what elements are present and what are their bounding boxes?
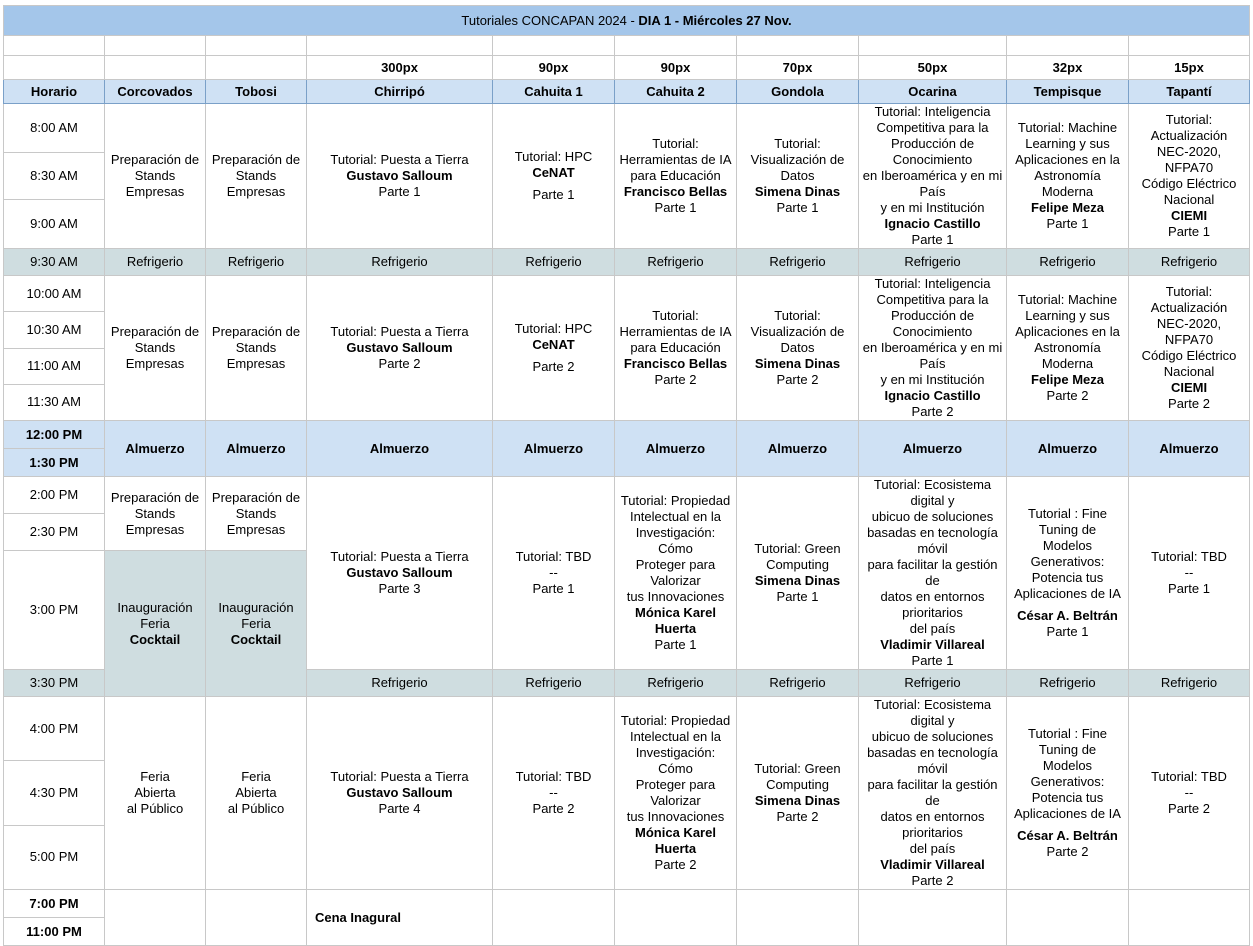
session-title-line: Proteger para Valorizar [635,557,716,588]
session-cahuita2-pm-part-1[interactable] [615,477,737,670]
session-title: Tutorial: HPC [514,321,593,336]
break-cell[interactable]: Refrigerio [615,249,737,276]
session-part: Parte 1 [532,581,575,596]
session-part: Parte 2 [1168,396,1210,411]
session-title-line: Tutorial: Machine [1017,120,1118,135]
session-title-line: Tutorial: Ecosistema digital y [873,477,992,508]
inauguracion-line: Feria [140,615,170,631]
session-part: Parte 1 [1046,624,1089,639]
session-dash: -- [549,785,558,800]
session-title-line: y en mi Institución [880,372,985,387]
time-cell[interactable]: 4:00 PM [4,697,105,761]
session-title-line: basadas en tecnología móvil [867,745,998,776]
capacity-ocarina[interactable]: 50px [859,56,1007,80]
session-speaker: Francisco Bellas [623,184,728,199]
header-horario[interactable]: Horario [4,80,105,104]
session-speaker: Ignacio Castillo [884,388,981,403]
stands-cell[interactable] [105,104,206,249]
session-speaker: Simena Dinas [754,573,841,588]
session-speaker: Vladimir Villareal [880,857,985,872]
session-title-line: tus Innovaciones [626,809,725,824]
session-tempisque-pm-part-2[interactable] [1007,697,1129,890]
session-tapanti-pm-part-1[interactable] [1129,477,1250,670]
session-title-line: Investigación: Cómo [635,745,716,776]
session-speaker: Simena Dinas [754,356,841,371]
feria-line: Feria [140,769,170,784]
session-title-line: Learning y sus [1025,136,1110,151]
inauguracion-line: Cocktail [230,631,282,647]
session-speaker: César A. Beltrán [1017,828,1118,843]
session-ocarina-part-1[interactable] [859,104,1007,249]
session-title-line: en Iberoamérica y en mi País [862,340,1003,371]
sheet-title [4,6,1250,36]
session-title-line: NEC-2020, NFPA70 [1156,144,1222,175]
session-title-line: Proteger para Valorizar [635,777,716,808]
session-part: Parte 3 [378,581,421,596]
time-cell[interactable]: 12:00 PM [4,421,105,449]
session-title-line: Tutorial: Inteligencia [874,276,991,291]
break-cell[interactable]: Refrigerio [493,249,615,276]
session-title-line: Tutorial: [652,308,699,323]
session-part: Parte 2 [1168,801,1210,816]
session-title-line: para facilitar la gestión de [867,777,998,808]
session-speaker: Mónica Karel Huerta [635,605,716,636]
feria-cell[interactable] [105,697,206,890]
stands-cell[interactable] [105,276,206,421]
session-title-line: Datos [780,168,815,183]
session-title-line: Tutorial: [1165,284,1213,299]
session-chirripo-part-1[interactable] [307,104,493,249]
session-title-line: Aplicaciones de IA [1014,806,1121,821]
stands-line: Preparación de [211,152,301,167]
session-speaker: Ignacio Castillo [884,216,981,231]
session-cahuita2-part-1[interactable] [615,104,737,249]
session-title-line: Tutorial: Propiedad [620,713,731,728]
time-cell[interactable]: 8:00 AM [4,104,105,153]
session-title-line: Computing [766,777,829,792]
inauguracion-line: Inauguración [117,599,193,615]
session-title: Tutorial: Puesta a Tierra [330,549,469,564]
session-cahuita1-part-2[interactable] [493,276,615,421]
time-cell[interactable]: 2:30 PM [4,514,105,551]
session-title-line: Aplicaciones de IA [1014,586,1121,601]
session-title-line: Investigación: Cómo [635,525,716,556]
session-title: Tutorial: Puesta a Tierra [330,324,469,339]
stands-line: Empresas [226,356,286,371]
session-title-line: Herramientas de IA [619,324,732,339]
session-cahuita2-part-2[interactable] [615,276,737,421]
break-cell[interactable]: Refrigerio [737,670,859,697]
empty-cell[interactable] [4,56,105,80]
lunch-cell[interactable]: Almuerzo [1129,421,1250,477]
session-title-line: del país [909,841,956,856]
session-title-line: Tutorial: Green [754,761,841,776]
time-cell[interactable]: 7:00 PM [4,890,105,918]
session-title: Tutorial: TBD [1151,769,1227,784]
session-title-line: Visualización de [750,152,845,167]
empty-cell[interactable] [859,890,1007,946]
session-part: Parte 1 [654,637,697,652]
session-title-line: ubicuo de soluciones [871,729,994,744]
session-title-line: Herramientas de IA [619,152,732,167]
inauguracion-cell[interactable] [206,551,307,697]
stands-line: Preparación de [211,324,301,339]
stands-cell[interactable] [206,276,307,421]
session-gondola-part-1[interactable] [737,104,859,249]
empty-cell[interactable] [206,56,307,80]
session-title-line: NEC-2020, NFPA70 [1156,316,1222,347]
empty-cell[interactable] [206,36,307,56]
lunch-cell[interactable]: Almuerzo [737,421,859,477]
session-part: Parte 1 [532,187,575,202]
capacity-gondola[interactable]: 70px [737,56,859,80]
empty-cell[interactable] [859,36,1007,56]
session-title-line: ubicuo de soluciones [871,509,994,524]
session-title-line: Tutorial: [652,136,699,151]
session-title-line: Nacional [1163,364,1215,379]
session-speaker: Gustavo Salloum [346,565,453,580]
empty-cell[interactable] [737,36,859,56]
empty-cell[interactable] [737,890,859,946]
break-cell[interactable]: Refrigerio [307,670,493,697]
session-part: Parte 2 [378,356,421,371]
session-title-line: Tutorial: Green [754,541,841,556]
session-part: Parte 1 [776,200,819,215]
session-part: Parte 2 [654,372,697,387]
session-ocarina-pm-part-2[interactable] [859,697,1007,890]
session-part: Parte 1 [378,184,421,199]
session-title-line: Competitiva para la [876,292,989,307]
session-title-line: Tutorial: [1165,112,1213,127]
session-title-line: Modelos Generativos: [1030,758,1105,789]
session-part: Parte 2 [654,857,697,872]
session-ocarina-pm-part-1[interactable] [859,477,1007,670]
session-dash: -- [1184,785,1194,800]
empty-cell[interactable] [4,36,105,56]
capacity-tempisque[interactable]: 32px [1007,56,1129,80]
session-title-line: Datos [780,340,815,355]
feria-line: Abierta [134,785,176,800]
stands-line: Preparación de [110,324,200,339]
empty-cell[interactable] [1007,36,1129,56]
session-title-line: Actualización [1150,128,1228,143]
session-dash: -- [549,565,558,580]
inauguracion-line: Feria [241,615,271,631]
feria-cell[interactable] [206,697,307,890]
session-title-line: Tutorial: [774,308,821,323]
stands-line: Preparación de [211,489,301,505]
session-speaker: Mónica Karel Huerta [635,825,716,856]
session-title-line: Astronomía Moderna [1034,168,1101,199]
session-gondola-pm-part-2[interactable] [737,697,859,890]
session-org: CIEMI [1170,380,1208,395]
session-part: Parte 2 [1046,388,1089,403]
session-part: Parte 1 [654,200,697,215]
session-title-line: Potencia tus [1031,790,1104,805]
session-part: Parte 1 [1168,224,1210,239]
session-title-line: Código Eléctrico [1141,348,1237,363]
header-corcovados[interactable]: Corcovados [105,80,206,104]
session-speaker: Gustavo Salloum [346,340,453,355]
session-cahuita1-part-1[interactable] [493,104,615,249]
session-title: Tutorial: TBD [515,549,592,564]
header-cahuita-2[interactable]: Cahuita 2 [615,80,737,104]
capacity-cahuita-1[interactable]: 90px [493,56,615,80]
cena-inaugural[interactable]: Cena Inagural [307,890,493,946]
session-speaker: Simena Dinas [754,184,841,199]
session-tempisque-pm-part-1[interactable] [1007,477,1129,670]
session-speaker: Simena Dinas [754,793,841,808]
inauguracion-line: Cocktail [129,631,181,647]
stands-line: Preparación de [110,152,200,167]
session-org: CIEMI [1170,208,1208,223]
session-part: Parte 2 [911,873,954,888]
session-title: Tutorial: TBD [515,769,592,784]
session-cahuita1-pm-part-2[interactable] [493,697,615,890]
time-cell[interactable]: 5:00 PM [4,825,105,889]
session-speaker: Felipe Meza [1031,200,1104,215]
time-cell[interactable]: 3:00 PM [4,551,105,670]
empty-cell[interactable] [493,890,615,946]
header-tobosi[interactable]: Tobosi [206,80,307,104]
header-gondola[interactable]: Gondola [737,80,859,104]
time-cell[interactable]: 10:30 AM [4,312,105,348]
session-title-line: Intelectual en la [629,509,722,524]
capacity-chirripo[interactable]: 300px [307,56,493,80]
session-title-line: Computing [766,557,829,572]
session-chirripo-part-2[interactable] [307,276,493,421]
session-part: Parte 1 [776,589,819,604]
break-cell[interactable]: Refrigerio [1129,670,1250,697]
session-title-line: Tutorial : Fine Tuning de [1028,726,1107,757]
session-title-line: Competitiva para la [876,120,989,135]
session-tapanti-part-2[interactable] [1129,276,1250,421]
stands-line: Empresas [125,184,185,199]
session-part: Parte 4 [378,801,421,816]
session-part: Parte 2 [532,359,575,374]
session-part: Parte 2 [1046,844,1089,859]
empty-cell[interactable] [206,890,307,946]
lunch-cell[interactable]: Almuerzo [105,421,206,477]
stands-line: Stands Empresas [125,505,185,537]
empty-cell[interactable] [307,36,493,56]
time-cell[interactable]: 10:00 AM [4,276,105,312]
session-title-line: Tutorial: [774,136,821,151]
empty-cell[interactable] [105,36,206,56]
empty-cell[interactable] [1007,890,1129,946]
session-gondola-pm-part-1[interactable] [737,477,859,670]
time-cell[interactable]: 9:00 AM [4,200,105,249]
break-cell[interactable]: Refrigerio [1129,249,1250,276]
session-title-line: Tutorial: Ecosistema digital y [873,697,992,728]
time-cell[interactable]: 4:30 PM [4,761,105,825]
feria-line: Feria [241,769,271,784]
session-title: Tutorial: Puesta a Tierra [330,769,469,784]
session-speaker: Gustavo Salloum [346,168,453,183]
session-part: Parte 2 [776,372,819,387]
empty-cell[interactable] [615,36,737,56]
inauguracion-line: Inauguración [218,599,294,615]
session-cahuita1-pm-part-1[interactable] [493,477,615,670]
session-chirripo-part-3[interactable] [307,477,493,670]
session-title-line: Learning y sus [1025,308,1110,323]
session-title: Tutorial: TBD [1151,549,1227,564]
session-title-line: Visualización de [750,324,845,339]
stands-line: Stands Empresas [226,505,286,537]
capacity-tapanti[interactable]: 15px [1129,56,1250,80]
session-title-line: y en mi Institución [880,200,985,215]
header-chirripo[interactable]: Chirripó [307,80,493,104]
session-title-line: Tutorial: Propiedad [620,493,731,508]
break-cell[interactable]: Refrigerio [307,249,493,276]
stands-line: Empresas [226,184,286,199]
session-title-line: para Educación [630,340,721,355]
stands-cell[interactable] [206,477,307,551]
session-org: CeNAT [532,165,575,180]
schedule-grid [3,5,1250,946]
feria-line: Abierta [235,785,277,800]
feria-line: al Público [227,801,285,816]
stands-cell[interactable] [105,477,206,551]
time-cell[interactable]: 3:30 PM [4,670,105,697]
stands-line: Stands [235,340,277,355]
lunch-cell[interactable]: Almuerzo [206,421,307,477]
session-title-line: Producción de Conocimiento [890,136,975,167]
session-part: Parte 1 [1046,216,1089,231]
title-day: DIA 1 - Miércoles 27 Nov. [638,12,792,28]
session-gondola-part-2[interactable] [737,276,859,421]
session-speaker: Felipe Meza [1031,372,1104,387]
session-title: Tutorial: HPC [514,149,593,164]
title-prefix: Tutoriales CONCAPAN 2024 - [461,12,639,28]
session-title-line: Actualización [1150,300,1228,315]
session-title-line: datos en entornos prioritarios [880,809,985,840]
session-title-line: tus Innovaciones [626,589,725,604]
header-tapanti[interactable]: Tapantí [1129,80,1250,104]
lunch-cell[interactable]: Almuerzo [1007,421,1129,477]
header-tempisque[interactable]: Tempisque [1007,80,1129,104]
session-title-line: Potencia tus [1031,570,1104,585]
break-cell[interactable]: Refrigerio [615,670,737,697]
lunch-cell[interactable]: Almuerzo [307,421,493,477]
session-part: Parte 1 [911,653,954,668]
session-title-line: Astronomía Moderna [1034,340,1101,371]
time-cell[interactable]: 11:00 AM [4,348,105,384]
session-chirripo-part-4[interactable] [307,697,493,890]
empty-cell[interactable] [1129,36,1250,56]
session-part: Parte 1 [911,232,954,247]
session-speaker: César A. Beltrán [1017,608,1118,623]
break-cell[interactable]: Refrigerio [1007,670,1129,697]
break-cell[interactable]: Refrigerio [737,249,859,276]
empty-cell[interactable] [493,36,615,56]
session-dash: -- [1184,565,1194,580]
session-title: Tutorial: Puesta a Tierra [330,152,469,167]
stands-line: Stands [134,340,176,355]
time-cell[interactable]: 8:30 AM [4,152,105,200]
session-part: Parte 2 [911,404,954,419]
session-ocarina-part-2[interactable] [859,276,1007,421]
break-cell[interactable]: Refrigerio [206,249,307,276]
time-cell[interactable]: 9:30 AM [4,249,105,276]
session-title-line: Intelectual en la [629,729,722,744]
stands-line: Stands [134,168,176,183]
feria-line: al Público [126,801,184,816]
session-title-line: Aplicaciones en la [1015,324,1120,339]
header-cahuita-1[interactable]: Cahuita 1 [493,80,615,104]
session-speaker: Gustavo Salloum [346,785,453,800]
session-title-line: Tutorial : Fine Tuning de [1028,506,1107,537]
session-title-line: para Educación [630,168,721,183]
time-cell[interactable]: 11:00 PM [4,918,105,946]
session-title-line: Modelos Generativos: [1030,538,1105,569]
break-cell[interactable]: Refrigerio [859,670,1007,697]
capacity-cahuita-2[interactable]: 90px [615,56,737,80]
stands-cell[interactable] [206,104,307,249]
time-cell[interactable]: 11:30 AM [4,384,105,420]
session-part: Parte 2 [532,801,575,816]
session-tapanti-pm-part-2[interactable] [1129,697,1250,890]
lunch-cell[interactable]: Almuerzo [493,421,615,477]
session-title-line: Nacional [1163,192,1215,207]
session-title-line: Aplicaciones en la [1015,152,1120,167]
break-cell[interactable]: Refrigerio [105,249,206,276]
session-title-line: datos en entornos prioritarios [880,589,985,620]
lunch-cell[interactable]: Almuerzo [615,421,737,477]
time-cell[interactable]: 2:00 PM [4,477,105,514]
header-ocarina[interactable]: Ocarina [859,80,1007,104]
session-speaker: Vladimir Villareal [880,637,985,652]
empty-cell[interactable] [105,56,206,80]
session-title-line: en Iberoamérica y en mi País [862,168,1003,199]
session-cahuita2-pm-part-2[interactable] [615,697,737,890]
session-title-line: Código Eléctrico [1141,176,1237,191]
session-tapanti-part-1[interactable] [1129,104,1250,249]
session-tempisque-part-2[interactable] [1007,276,1129,421]
session-title-line: para facilitar la gestión de [867,557,998,588]
break-cell[interactable]: Refrigerio [859,249,1007,276]
session-tempisque-part-1[interactable] [1007,104,1129,249]
empty-cell[interactable] [1129,890,1250,946]
break-cell[interactable]: Refrigerio [1007,249,1129,276]
empty-cell[interactable] [615,890,737,946]
session-title-line: Producción de Conocimiento [890,308,975,339]
session-part: Parte 2 [776,809,819,824]
session-title-line: basadas en tecnología móvil [867,525,998,556]
inauguracion-cell[interactable] [105,551,206,697]
lunch-cell[interactable]: Almuerzo [859,421,1007,477]
session-part: Parte 1 [1168,581,1210,596]
time-cell[interactable]: 1:30 PM [4,449,105,477]
stands-line: Preparación de [110,489,200,505]
stands-line: Stands [235,168,277,183]
session-org: CeNAT [532,337,575,352]
session-speaker: Francisco Bellas [623,356,728,371]
break-cell[interactable]: Refrigerio [493,670,615,697]
session-title-line: del país [909,621,956,636]
session-title-line: Tutorial: Inteligencia [874,104,991,119]
session-title-line: Tutorial: Machine [1017,292,1118,307]
stands-line: Empresas [125,356,185,371]
empty-cell[interactable] [105,890,206,946]
